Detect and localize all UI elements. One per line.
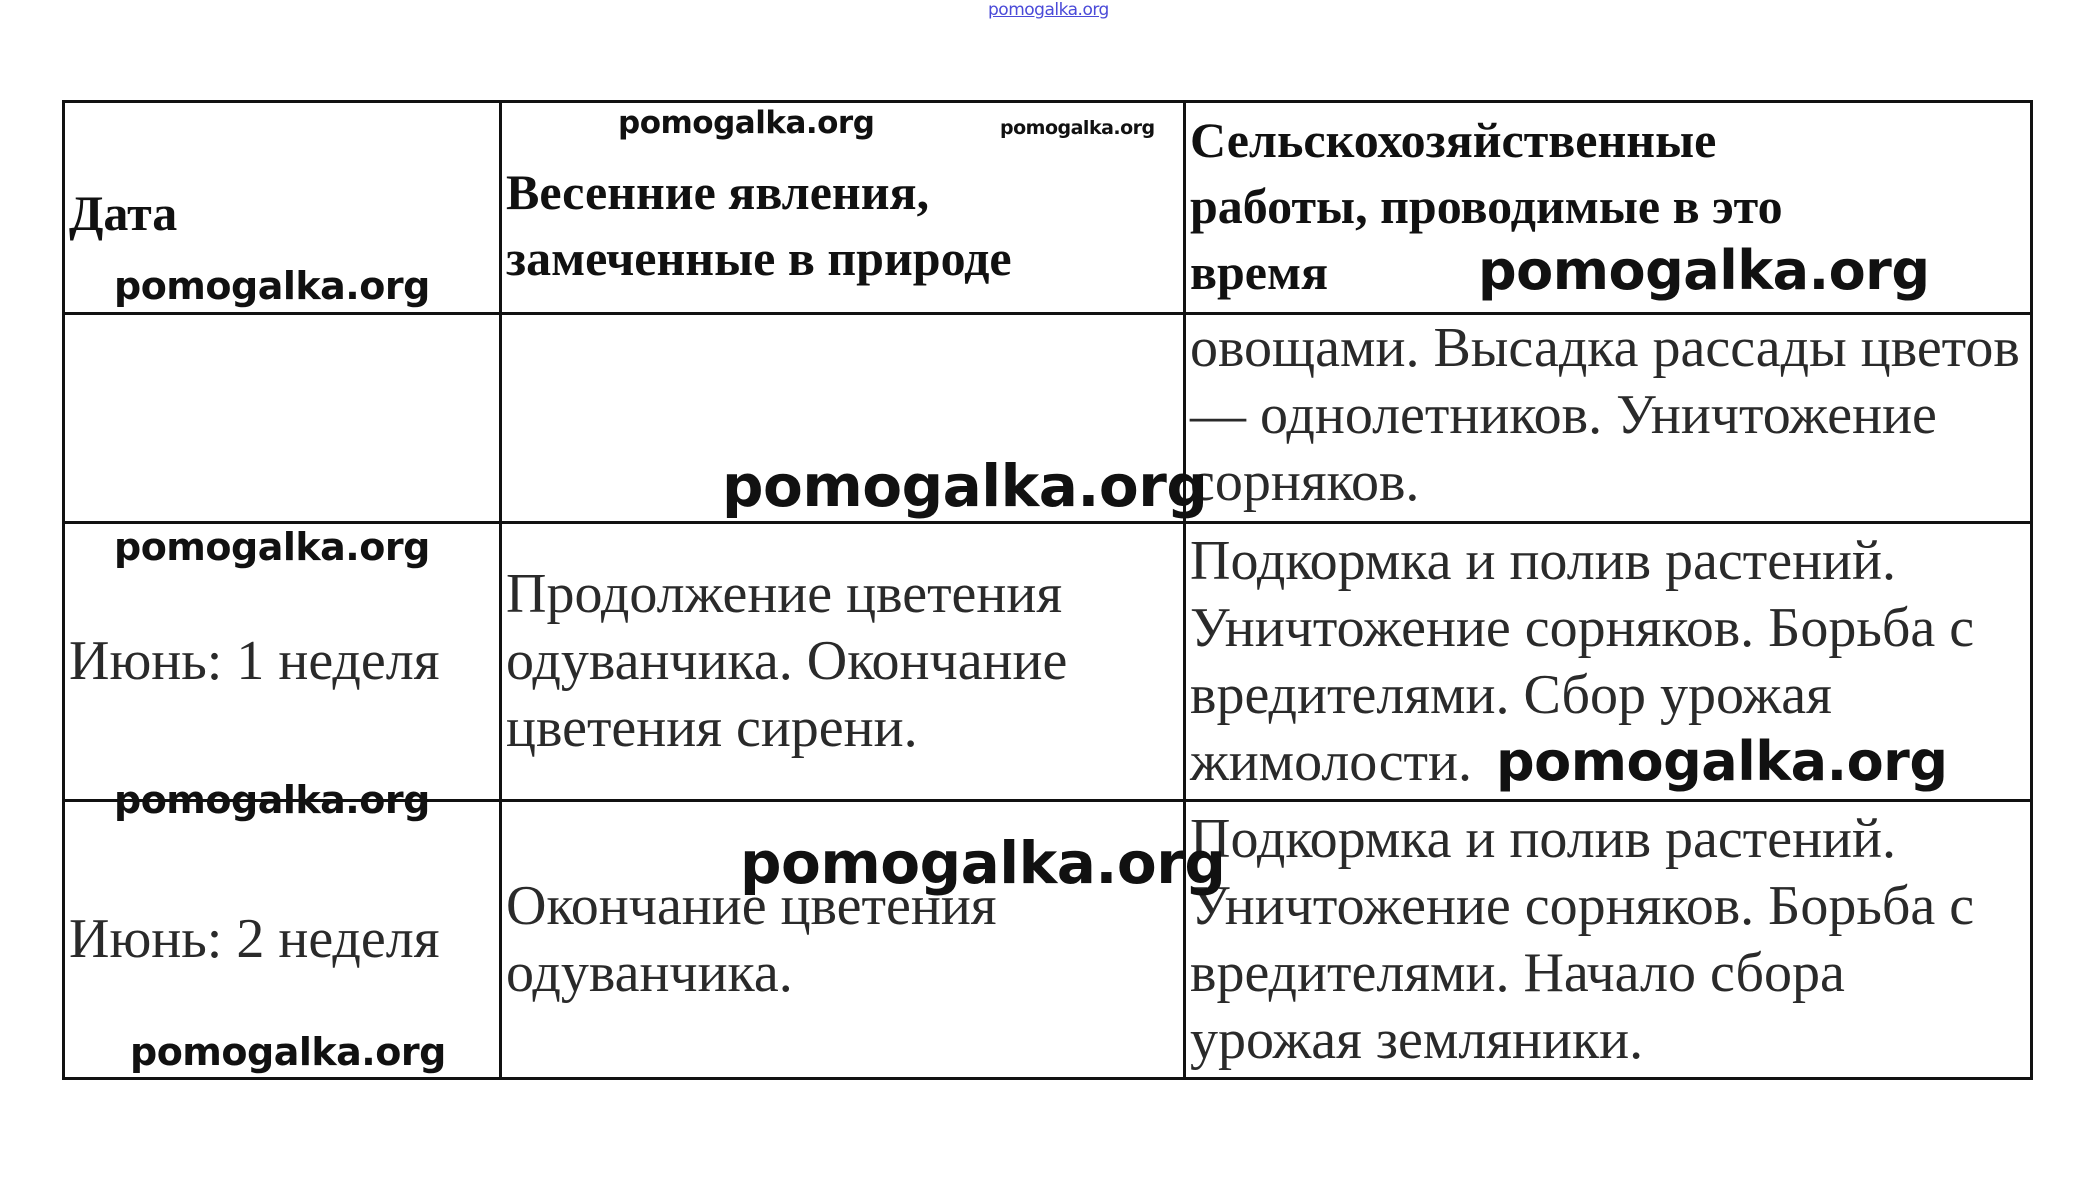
row-2-farm: Подкормка и полив растений. Уничтожение сорняков. Борьба с вредителями. Сбор урожая жимолости. <box>1185 523 2032 801</box>
row-3-farm: Подкормка и полив растений. Уничтожение сорняков. Борьба с вредителями. Начало сбора урожая земляники. <box>1185 801 2032 1079</box>
row-1-farm: овощами. Высадка рассады цветов — однолетников. Уничтожение сорняков. <box>1185 314 2032 523</box>
row-3-date: Июнь: 2 неделя <box>64 801 501 1079</box>
header-date: Дата <box>69 184 178 241</box>
top-watermark-link[interactable]: pomogalka.org <box>988 0 1109 20</box>
watermark: pomogalka.org <box>114 264 430 308</box>
row-2-date: Июнь: 1 неделя <box>64 523 501 801</box>
watermark: pomogalka.org <box>1478 239 1930 302</box>
row-1-date <box>64 314 501 523</box>
row-2-spring: Продолжение цветения одуванчика. Окончание цветения сирени. <box>501 523 1185 801</box>
watermark: pomogalka.org <box>1496 730 1948 793</box>
watermark: pomogalka.org <box>618 105 875 141</box>
header-farm: Сельскохозяйственные работы, проводимые в это время <box>1190 112 1783 300</box>
watermark: pomogalka.org <box>114 778 430 822</box>
watermark: pomogalka.org <box>130 1030 446 1074</box>
watermark: pomogalka.org <box>740 829 1226 897</box>
header-spring: Весенние явления, замеченные в природе <box>506 163 1012 286</box>
watermark: pomogalka.org <box>114 525 430 569</box>
watermark: pomogalka.org <box>1000 117 1155 139</box>
row-3-spring: Окончание цветения одуванчика. <box>501 801 1185 1079</box>
watermark: pomogalka.org <box>722 452 1208 520</box>
